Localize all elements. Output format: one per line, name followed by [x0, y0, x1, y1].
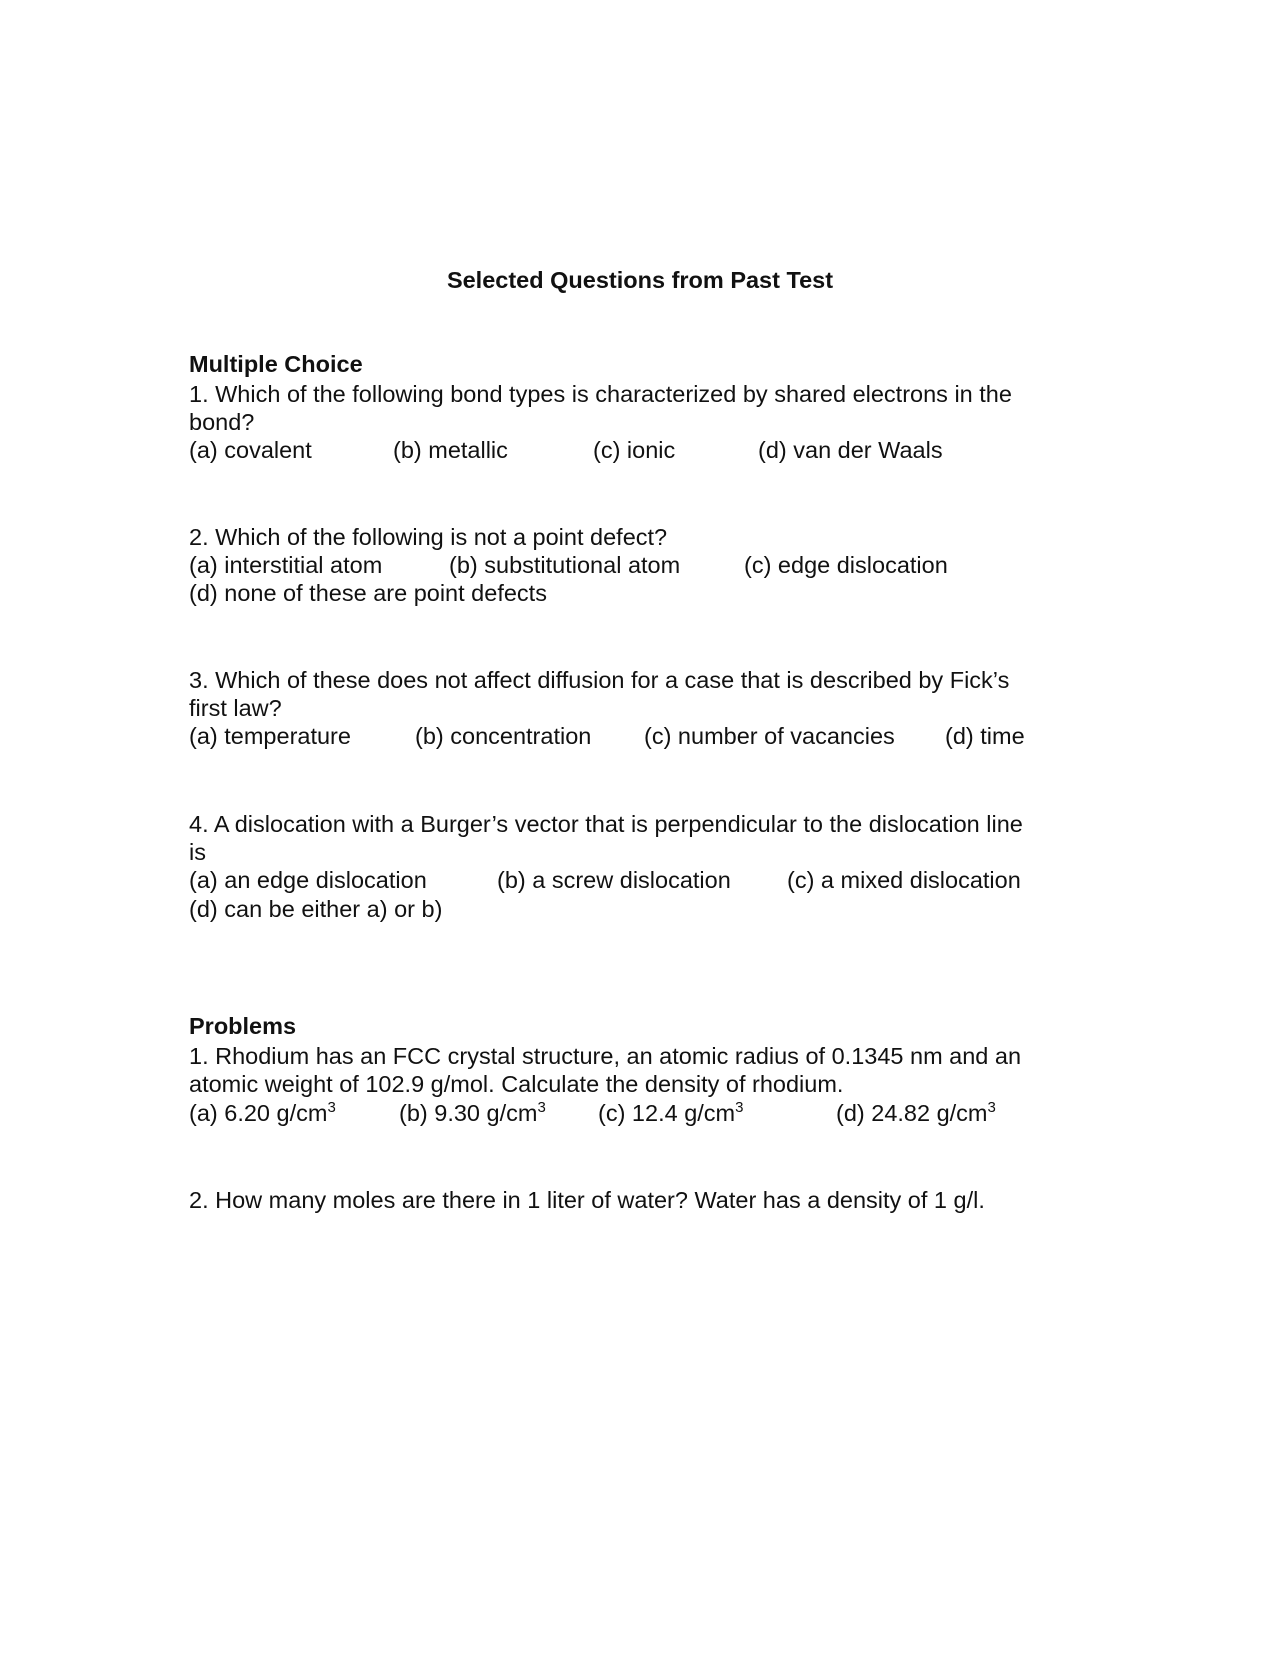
p1-option-c-exponent: 3: [735, 1099, 744, 1116]
problems-heading: Problems: [189, 1013, 297, 1039]
p1-option-c: [598, 1099, 743, 1127]
p1-option-d-exponent: 3: [987, 1099, 996, 1116]
q3-text-line1: 3. Which of these does not affect diffusion for a case that is described by Fick’s: [189, 667, 1010, 693]
p1-option-d-text: (d) 24.82 g/cm: [836, 1100, 988, 1126]
q2-option-a: (a) interstitial atom: [189, 552, 383, 578]
q2-option-d: (d) none of these are point defects: [189, 580, 547, 606]
q4-text-line2: is: [189, 839, 206, 865]
q3-option-d: (d) time: [945, 723, 1025, 749]
q1-text-line1: 1. Which of the following bond types is characterized by shared electrons in the: [189, 381, 1012, 407]
q2-text-line1: 2. Which of the following is not a point defect?: [189, 524, 668, 550]
p1-option-a-exponent: 3: [327, 1099, 336, 1116]
p1-option-c-text: (c) 12.4 g/cm: [598, 1100, 736, 1126]
q3-option-c: (c) number of vacancies: [644, 723, 895, 749]
q3-option-a: (a) temperature: [189, 723, 351, 749]
q3-text-line2: first law?: [189, 695, 282, 721]
p1-option-b-exponent: 3: [537, 1099, 546, 1116]
p1-option-a-text: (a) 6.20 g/cm: [189, 1100, 328, 1126]
q2-option-b: (b) substitutional atom: [449, 552, 681, 578]
q1-option-c: (c) ionic: [593, 437, 676, 463]
q4-option-a: (a) an edge dislocation: [189, 867, 427, 893]
q4-option-d: (d) can be either a) or b): [189, 896, 443, 922]
p1-text-line1: 1. Rhodium has an FCC crystal structure, an atomic radius of 0.1345 nm and an: [189, 1043, 1022, 1069]
q1-option-d: (d) van der Waals: [758, 437, 943, 463]
p1-option-a: [189, 1099, 336, 1127]
multiple-choice-heading: Multiple Choice: [189, 351, 363, 377]
q4-option-b: (b) a screw dislocation: [497, 867, 731, 893]
q4-option-c: (c) a mixed dislocation: [787, 867, 1021, 893]
q1-text-line2: bond?: [189, 409, 255, 435]
p2-text-line1: 2. How many moles are there in 1 liter of water? Water has a density of 1 g/l.: [189, 1187, 985, 1213]
q2-option-c: (c) edge dislocation: [744, 552, 948, 578]
p1-text-line2: atomic weight of 102.9 g/mol. Calculate the density of rhodium.: [189, 1071, 844, 1097]
page-title: Selected Questions from Past Test: [446, 267, 834, 293]
q3-option-b: (b) concentration: [415, 723, 592, 749]
p1-option-b: [399, 1099, 546, 1127]
p1-option-d: [836, 1099, 996, 1127]
q1-option-a: (a) covalent: [189, 437, 312, 463]
p1-option-b-text: (b) 9.30 g/cm: [399, 1100, 538, 1126]
q4-text-line1: 4. A dislocation with a Burger’s vector that is perpendicular to the dislocation line: [189, 811, 1023, 837]
q1-option-b: (b) metallic: [393, 437, 508, 463]
